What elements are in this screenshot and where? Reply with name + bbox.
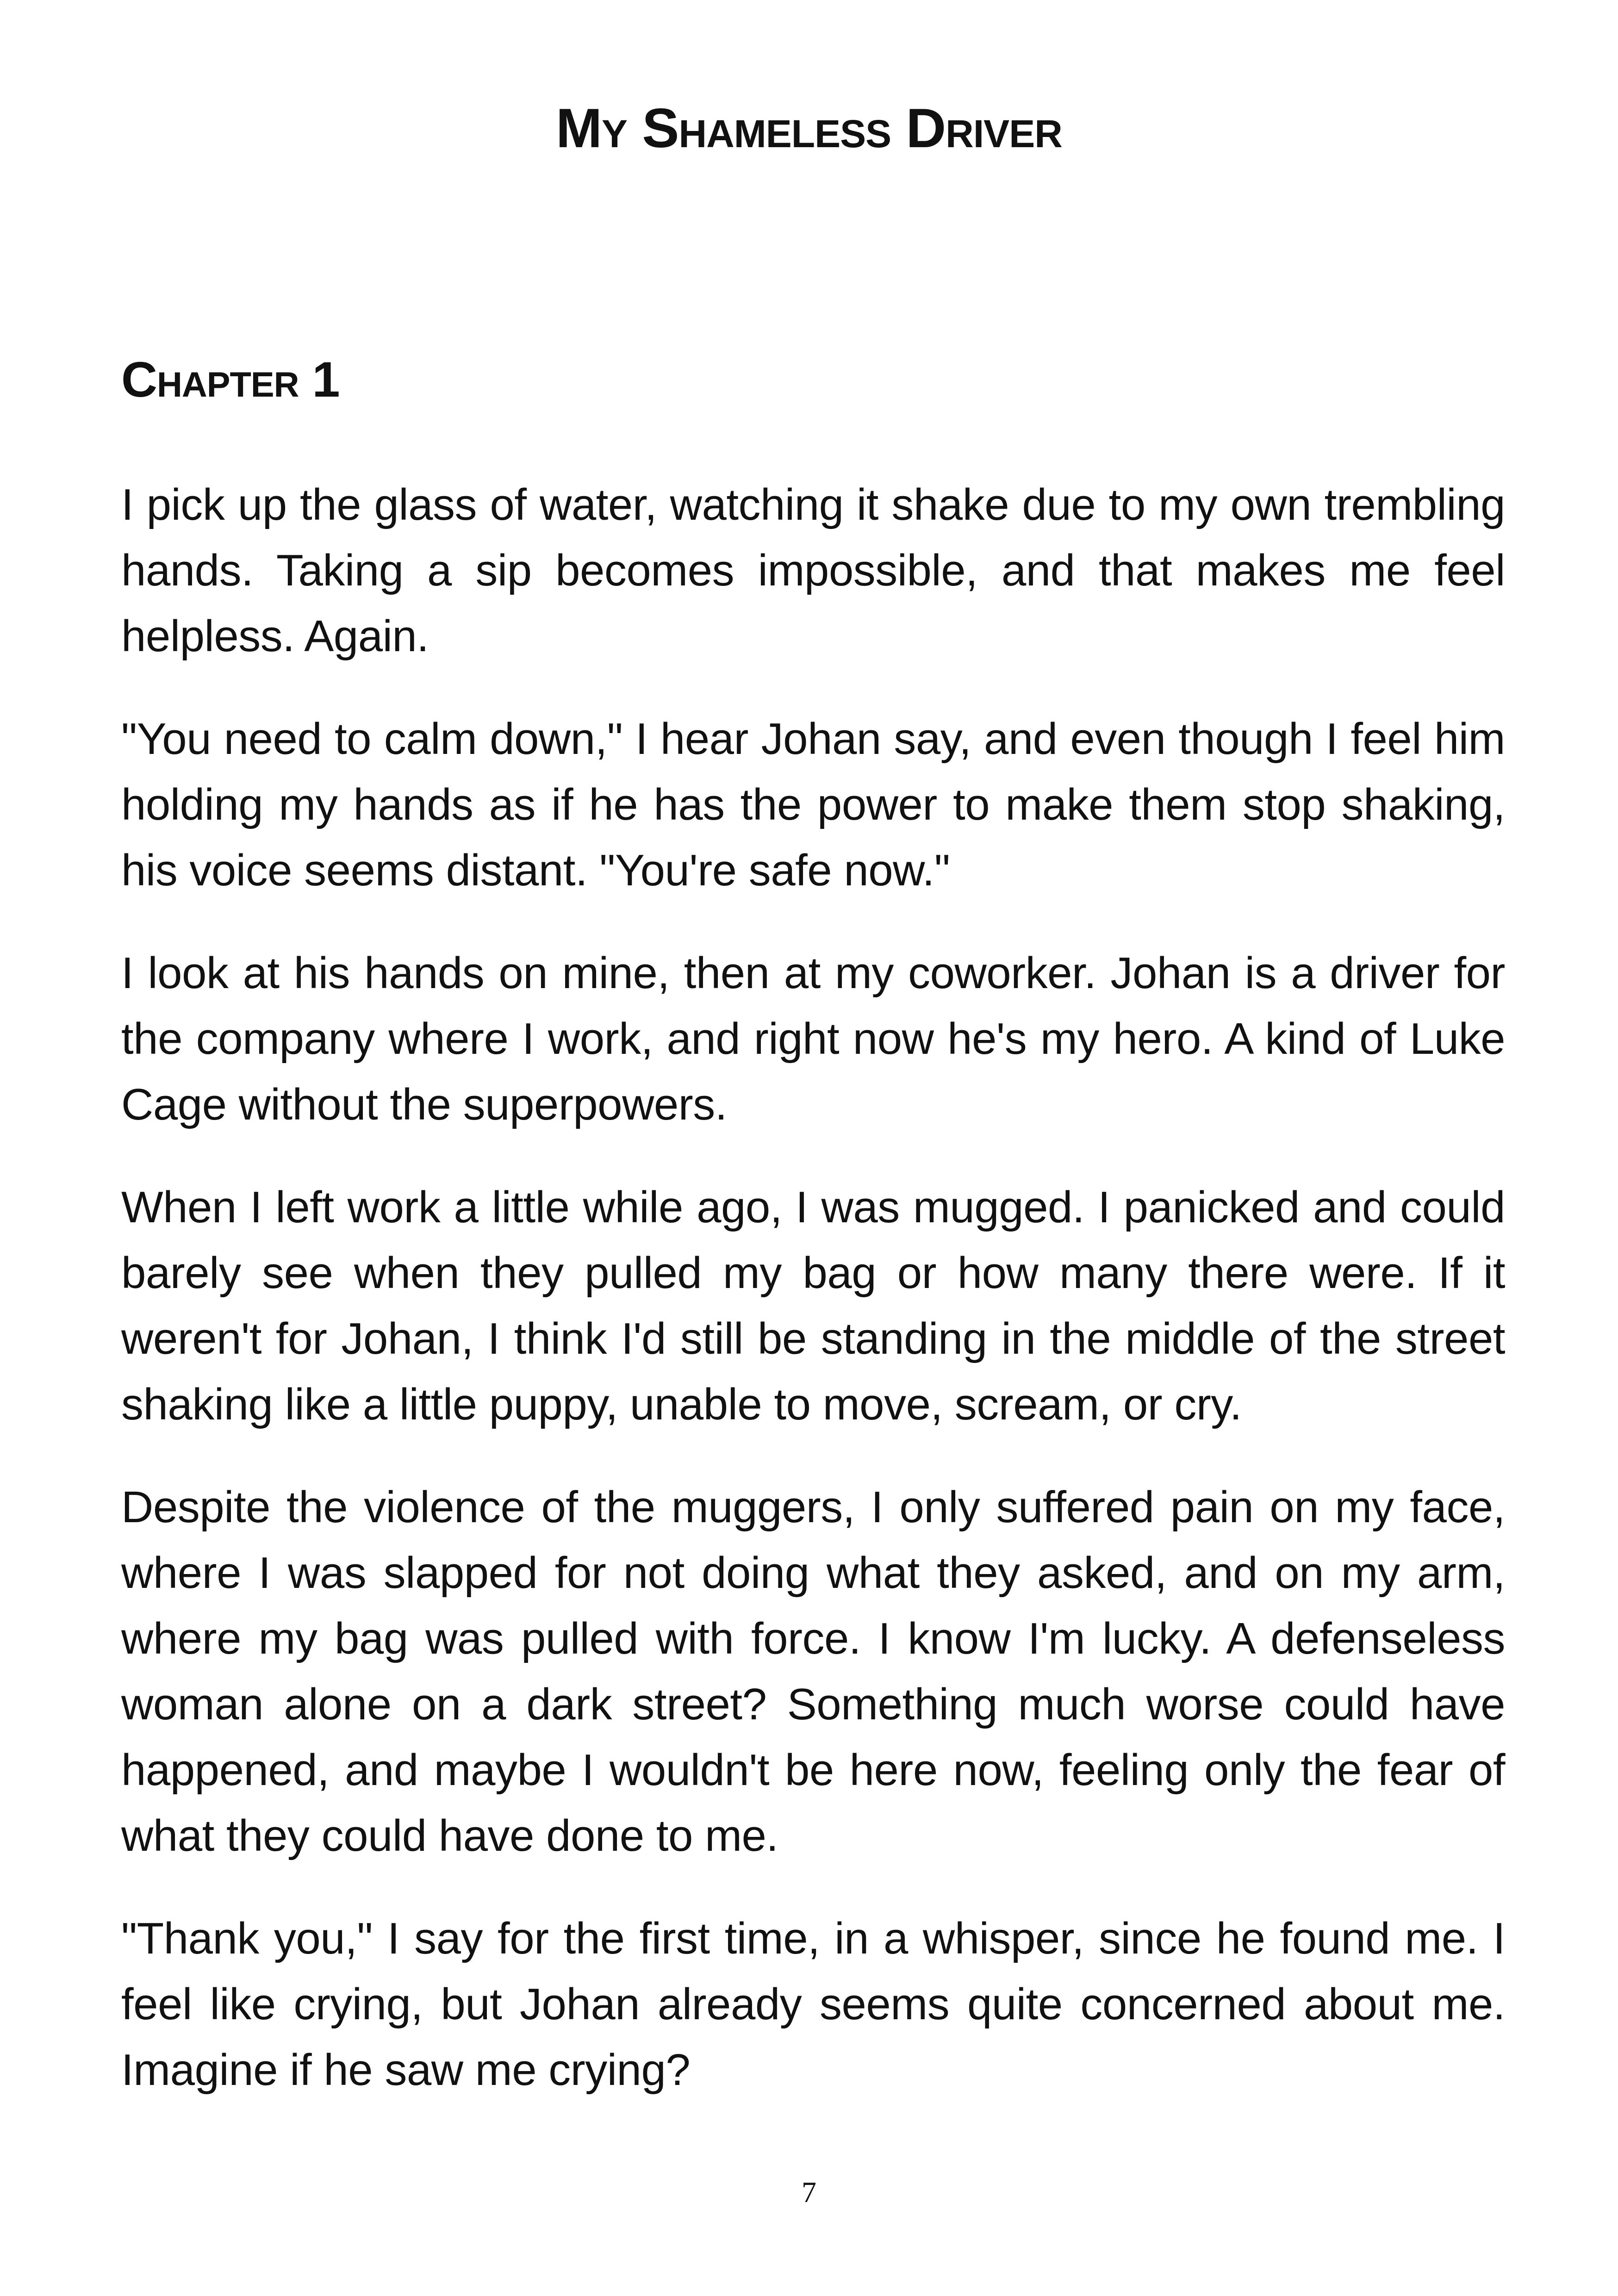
paragraph: "You need to calm down," I hear Johan say, and even though I feel him holding my hands as if he has the power to make them stop shaking, his voice seems distant. "You're safe now." (121, 714, 1505, 895)
paragraph: When I left work a little while ago, I was mugged. I panicked and could barely see when they pulled my bag or how many there were. If it weren't for Johan, I think I'd still be standing in the middle of the street shaking like a little puppy, unable to move, scream, or cry. (121, 1182, 1505, 1429)
chapter-body (121, 472, 1505, 2140)
paragraph: I pick up the glass of water, watching it shake due to my own trembling hands. Taking a sip becomes impossible, and that makes me feel helpless. Again. (121, 480, 1505, 661)
paragraph: Despite the violence of the muggers, I only suffered pain on my face, where I was slapped for not doing what they asked, and on my arm, where my bag was pulled with force. I know I'm lucky. A defenseless woman alone on a dark street? Something much worse could have happened, and maybe I wouldn't be here now, feeling only the fear of what they could have done to me. (121, 1482, 1505, 1860)
paragraph: "Thank you," I say for the first time, in a whisper, since he found me. I feel like crying, but Johan already seems quite concerned about me. Imagine if he saw me crying? (121, 1914, 1505, 2095)
book-title: My Shameless Driver (556, 97, 1062, 159)
page-number: 7 (802, 2176, 816, 2209)
chapter-title: Chapter 1 (121, 351, 340, 407)
paragraph: I look at his hands on mine, then at my coworker. Johan is a driver for the company where I work, and right now he's my hero. A kind of Luke Cage without the superpowers. (121, 948, 1505, 1129)
